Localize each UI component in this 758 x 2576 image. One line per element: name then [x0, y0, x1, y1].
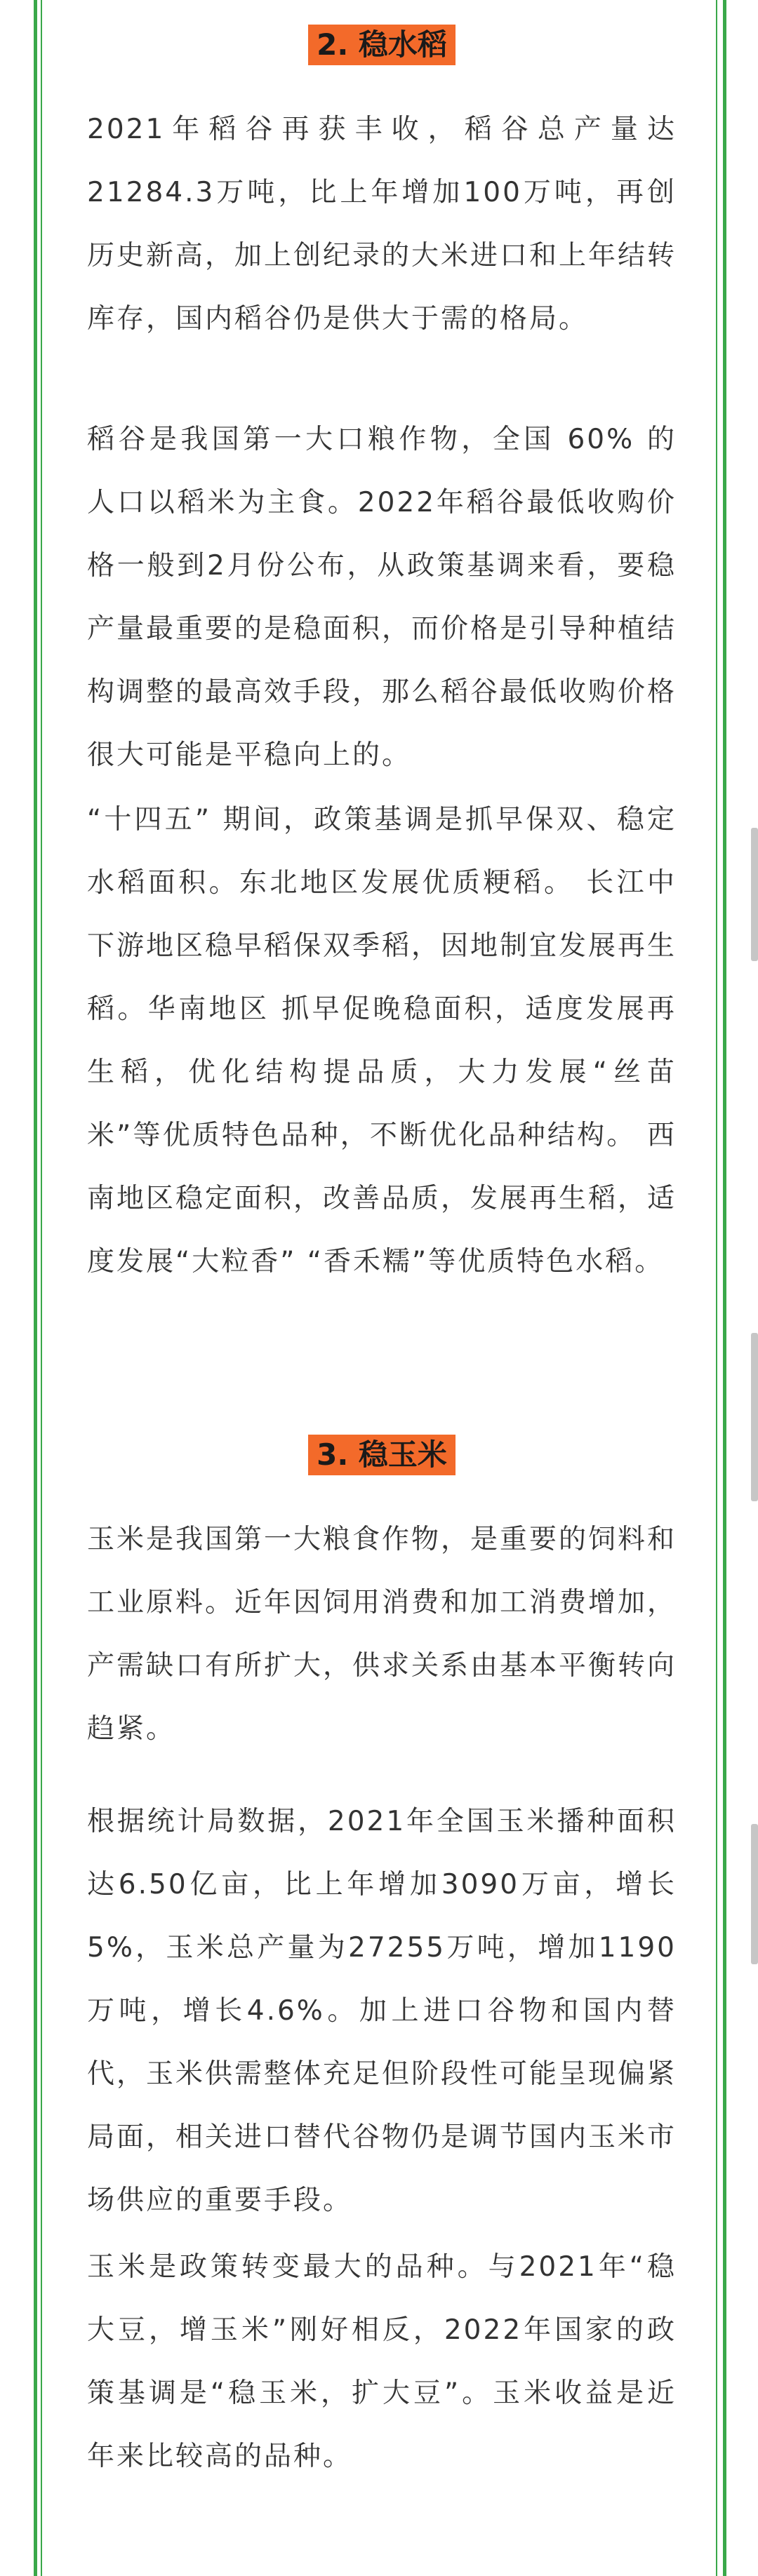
section-title: 2. 稳水稻: [308, 25, 456, 65]
section-heading-rice: [87, 25, 677, 65]
frame-border-right-inner: [716, 0, 717, 2576]
section-heading-corn: [87, 1435, 677, 1475]
paragraph: 2021年稻谷再获丰收，稻谷总产量达21284.3万吨，比上年增加100万吨，再创历史新高，加上创纪录的大米进口和上年结转库存，国内稻谷仍是供大于需的格局。: [87, 114, 677, 335]
paragraph: 玉米是政策转变最大的品种。与2021年“稳大豆，增玉米”刚好相反，2022年国家的政策基调是“稳玉米，扩大豆”。玉米收益是近年来比较高的品种。: [87, 2251, 677, 2472]
paragraph: 玉米是我国第一大粮食作物，是重要的饲料和工业原料。近年因饲用消费和加工消费增加，产需缺口有所扩大，供求关系由基本平衡转向趋紧。: [87, 1524, 677, 1745]
scroll-edge-mark: [751, 1333, 758, 1501]
frame-border-left: [34, 0, 37, 2576]
scroll-edge-mark: [751, 828, 758, 961]
paragraph: 稻谷是我国第一大口粮作物，全国 60% 的人口以稻米为主食。2022年稻谷最低收购价格一般到2月份公布，从政策基调来看，要稳产量最重要的是稳面积，而价格是引导种植结构调整的最高效手段，那么稻谷最低收购价格很大可能是平稳向上的。: [87, 424, 677, 771]
section-title: 3. 稳玉米: [308, 1435, 456, 1475]
paragraph: 根据统计局数据，2021年全国玉米播种面积达6.50亿亩，比上年增加3090万亩，增长5%，玉米总产量为27255万吨，增加1190万吨，增长4.6%。加上进口谷物和国内替代，玉米供需整体充足但阶段性可能呈现偏紧局面，相关进口替代谷物仍是调节国内玉米市场供应的重要手段。: [87, 1806, 677, 2216]
paragraph: “十四五” 期间，政策基调是抓早保双、稳定水稻面积。东北地区发展优质粳稻。 长江中下游地区稳早稻保双季稻，因地制宜发展再生稻。华南地区 抓早促晚稳面积，适度发展再生稻，优化结构提品质，大力发展“丝苗米”等优质特色品种，不断优化品种结构。 西南地区稳定面积，改善品质，发展再生稻，适度发展“大粒香” “香禾糯”等优质特色水稻。: [87, 804, 677, 1277]
frame-border-right: [723, 0, 726, 2576]
scroll-edge-mark: [751, 1824, 758, 1964]
frame-border-left-inner: [41, 0, 42, 2576]
